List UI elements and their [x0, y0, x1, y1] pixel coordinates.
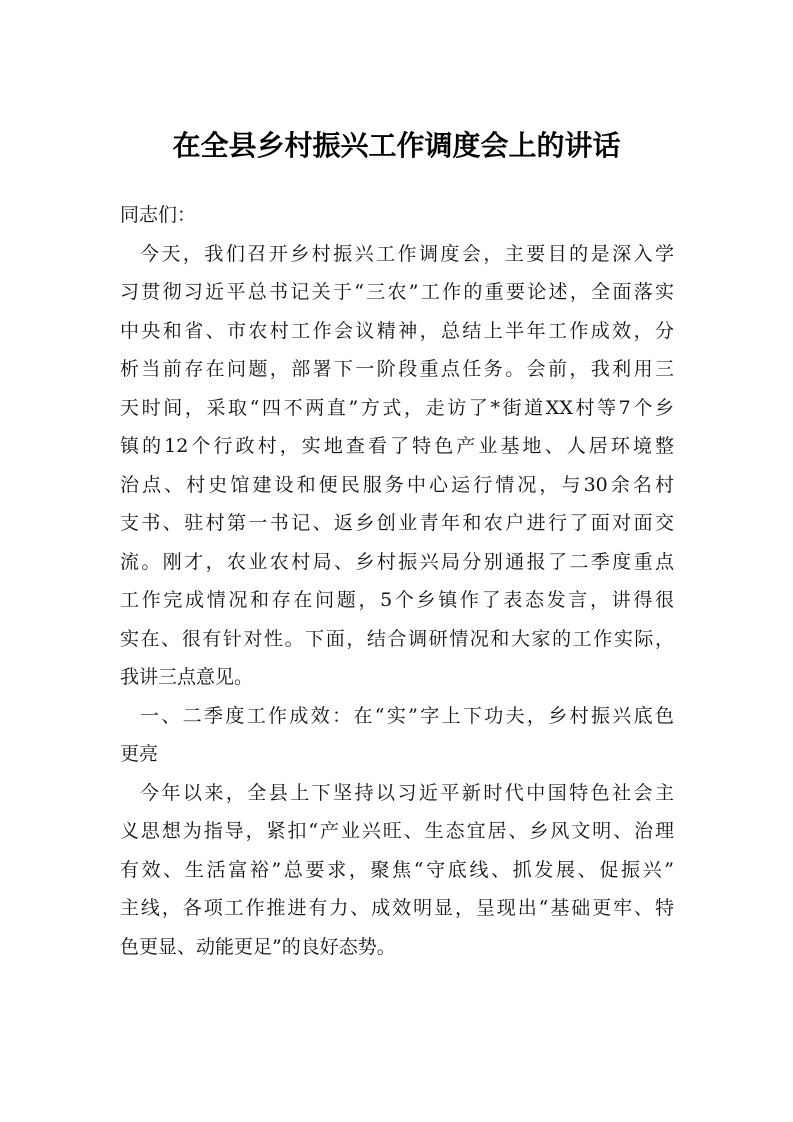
document-body	[120, 196, 674, 966]
paragraph-2-line: 今年以来，全县上下坚持以习近平新时代中国特色社会主	[140, 781, 674, 804]
paragraph-1-line: 今天，我们召开乡村振兴工作调度会，主要目的是深入学	[140, 242, 674, 265]
paragraph-2-line: 主线，各项工作推进有力、成效明显，呈现出“基础更牢、特	[120, 897, 674, 919]
salutation: 同志们：	[120, 204, 197, 226]
paragraph-1-line: 习贯彻习近平总书记关于“三农”工作的重要论述，全面落实	[120, 281, 674, 303]
paragraph-1-line: 支书、驻村第一书记、返乡创业青年和农户进行了面对面交	[120, 512, 674, 534]
paragraph-2-line: 义思想为指导，紧扣“产业兴旺、生态宜居、乡风文明、治理	[120, 820, 674, 842]
paragraph-1-line: 流。刚才，农业农村局、乡村振兴局分别通报了二季度重点	[120, 550, 674, 573]
paragraph-1-line: 工作完成情况和存在问题，5个乡镇作了表态发言，讲得很	[120, 589, 674, 611]
paragraph-1-line: 析当前存在问题，部署下一阶段重点任务。会前，我利用三	[120, 358, 674, 380]
paragraph-1-line: 实在、很有针对性。下面，结合调研情况和大家的工作实际，	[120, 627, 674, 650]
section-heading-line: 一、二季度工作成效：在“实”字上下功夫，乡村振兴底色	[140, 704, 674, 727]
paragraph-1-line: 天时间，采取“四不两直”方式，走访了*街道XX村等7个乡	[120, 396, 674, 419]
paragraph-1-line: 我讲三点意见。	[120, 666, 254, 688]
paragraph-2-line: 有效、生活富裕”总要求，聚焦“守底线、抓发展、促振兴”	[120, 858, 674, 881]
section-heading-line: 更亮	[120, 743, 159, 765]
paragraph-2-line: 色更显、动能更足”的良好态势。	[120, 935, 396, 958]
document-title: 在全县乡村振兴工作调度会上的讲话	[172, 129, 621, 162]
paragraph-1-line: 治点、村史馆建设和便民服务中心运行情况，与30余名村	[120, 473, 674, 496]
paragraph-1-line: 镇的12个行政村，实地查看了特色产业基地、人居环境整	[120, 435, 674, 457]
paragraph-1-line: 中央和省、市农村工作会议精神，总结上半年工作成效，分	[120, 319, 674, 342]
